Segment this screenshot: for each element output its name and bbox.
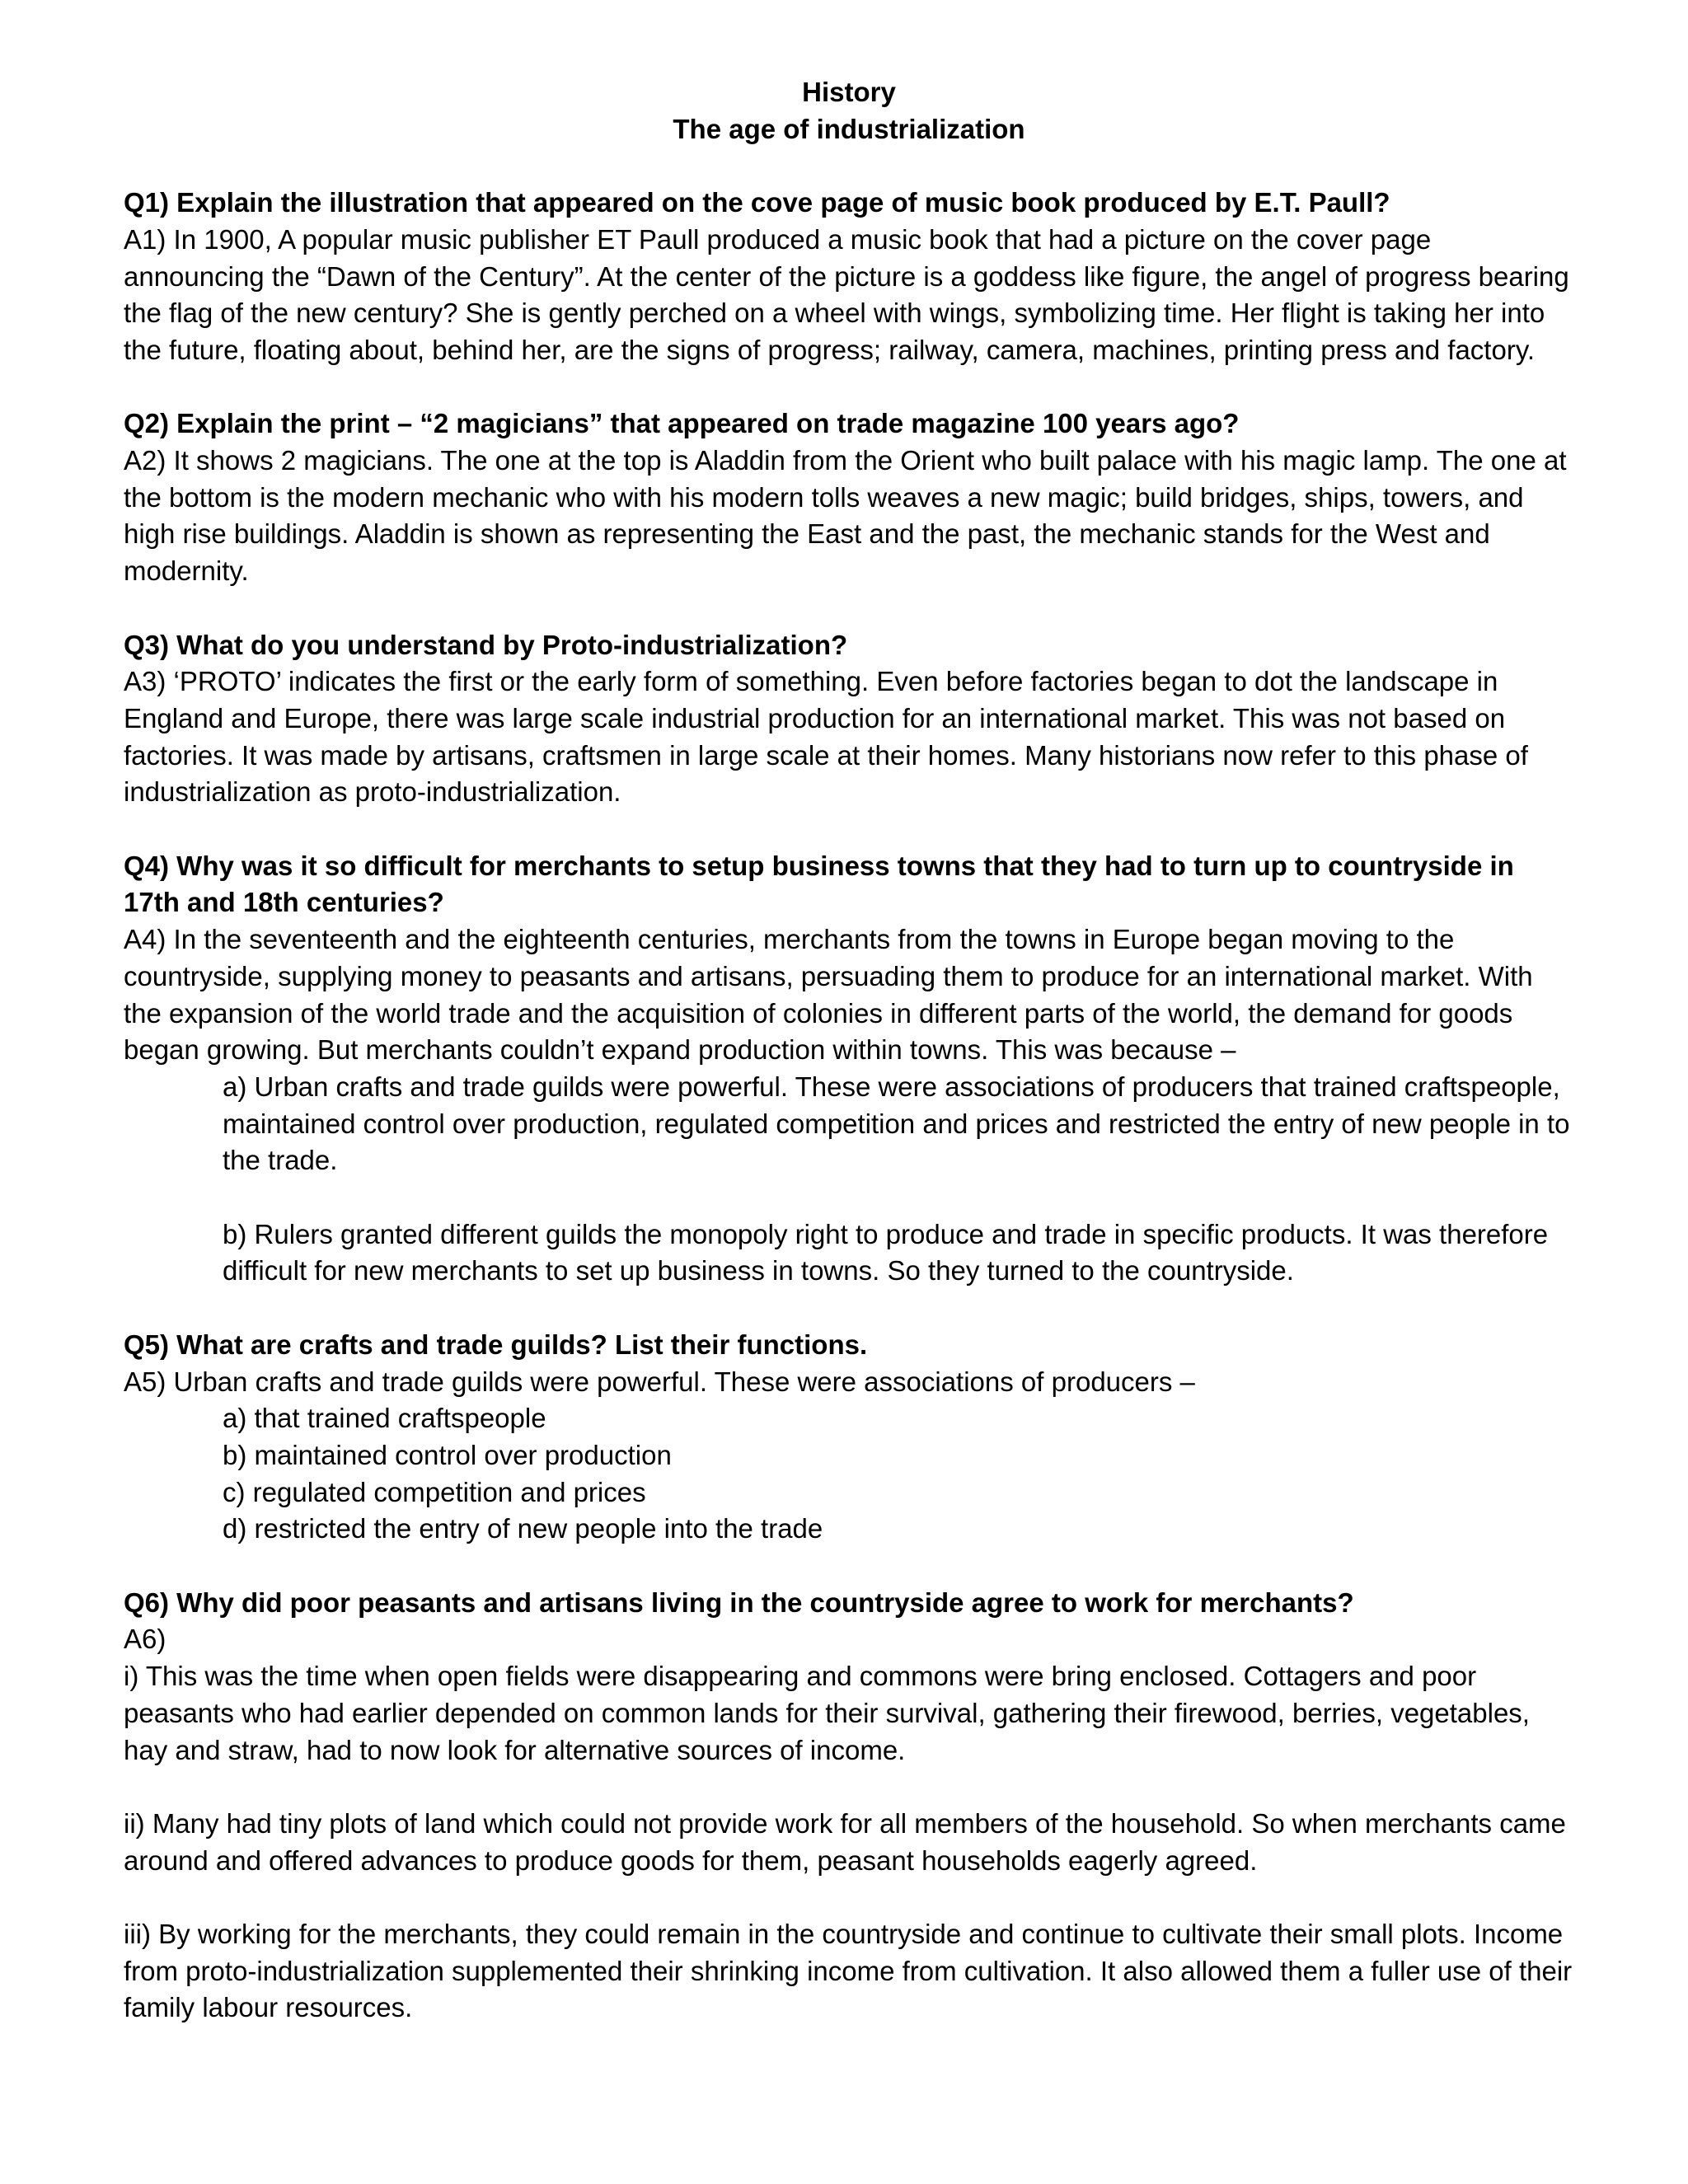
answer-6-point-iii: iii) By working for the merchants, they could remain in the countryside and continue to cultivate their small plots. Income from proto-industrialization supplemented their shrinking income from cultivation. It also allowed them a fuller use of their family labour resources. xyxy=(124,1919,1573,2023)
answer-1: A1) In 1900, A popular music publisher ET Paull produced a music book that had a picture on the cover page announcing the “Dawn of the Century”. At the center of the picture is a goddess like figure, the angel of progress bearing the flag of the new century? She is gently perched on a wheel with wings, symbolizing time. Her flight is taking her into the future, floating about, behind her, are the signs of progress; railway, camera, machines, printing press and factory. xyxy=(124,223,1569,365)
document-page xyxy=(124,74,1574,2027)
document-header xyxy=(124,74,1574,148)
answer-5-item: d) restricted the entry of new people into the trade xyxy=(223,1513,823,1544)
answer-5-item: a) that trained craftspeople xyxy=(223,1403,546,1434)
chapter-title: The age of industrialization xyxy=(673,113,1025,144)
question-1: Q1) Explain the illustration that appeared on the cove page of music book produced by E.T. Paull? xyxy=(124,187,1390,218)
answer-5: A5) Urban crafts and trade guilds were powerful. These were associations of producers – xyxy=(124,1366,1195,1397)
answer-4-point-a: a) Urban crafts and trade guilds were powerful. These were associations of producers that trained craftspeople, maintained control over production, regulated competition and prices and restricted the entry of new people in to the trade. xyxy=(223,1071,1570,1176)
subject-title: History xyxy=(802,77,896,107)
answer-6-label: A6) xyxy=(124,1624,166,1655)
question-3: Q3) What do you understand by Proto-industrialization? xyxy=(124,629,848,660)
answer-4-point-b: b) Rulers granted different guilds the monopoly right to produce and trade in specific products. It was therefore difficult for new merchants to set up business in towns. So they turned to the countryside. xyxy=(223,1218,1549,1286)
question-4: Q4) Why was it so difficult for merchants to setup business towns that they had to turn up to countryside in 17th and 18th centuries? xyxy=(124,850,1514,918)
question-2: Q2) Explain the print – “2 magicians” that appeared on trade magazine 100 years ago? xyxy=(124,408,1240,439)
question-5: Q5) What are crafts and trade guilds? List their functions. xyxy=(124,1329,868,1360)
answer-6-point-i: i) This was the time when open fields were disappearing and commons were bring enclosed. Cottagers and poor peasants who had earlier depended on common lands for their survival, gathering their firewood, berries, vegetables, hay and straw, had to now look for alternative sources of income. xyxy=(124,1661,1530,1765)
answer-5-item: c) regulated competition and prices xyxy=(223,1476,646,1507)
answer-6-point-ii: ii) Many had tiny plots of land which could not provide work for all members of the household. So when merchants came around and offered advances to produce goods for them, peasant households eagerly agreed. xyxy=(124,1807,1566,1876)
answer-5-item: b) maintained control over production xyxy=(223,1439,672,1470)
question-6: Q6) Why did poor peasants and artisans living in the countryside agree to work for merchants? xyxy=(124,1586,1354,1618)
answer-4: A4) In the seventeenth and the eighteenth centuries, merchants from the towns in Europe began moving to the countryside, supplying money to peasants and artisans, persuading them to produce for an international market. With the expansion of the world trade and the acquisition of colonies in different parts of the world, the demand for goods began growing. But merchants couldn’t expand production within towns. This was because – xyxy=(124,924,1533,1066)
answer-2: A2) It shows 2 magicians. The one at the top is Aladdin from the Orient who built palace with his magic lamp. The one at the bottom is the modern mechanic who with his modern tolls weaves a new magic; build bridges, ships, towers, and high rise buildings. Aladdin is shown as representing the East and the past, the mechanic stands for the West and modernity. xyxy=(124,445,1567,587)
answer-3: A3) ‘PROTO’ indicates the first or the early form of something. Even before factories began to dot the landscape in England and Europe, there was large scale industrial production for an international market. This was not based on factories. It was made by artisans, craftsmen in large scale at their homes. Many historians now refer to this phase of industrialization as proto-industrialization. xyxy=(124,666,1528,808)
